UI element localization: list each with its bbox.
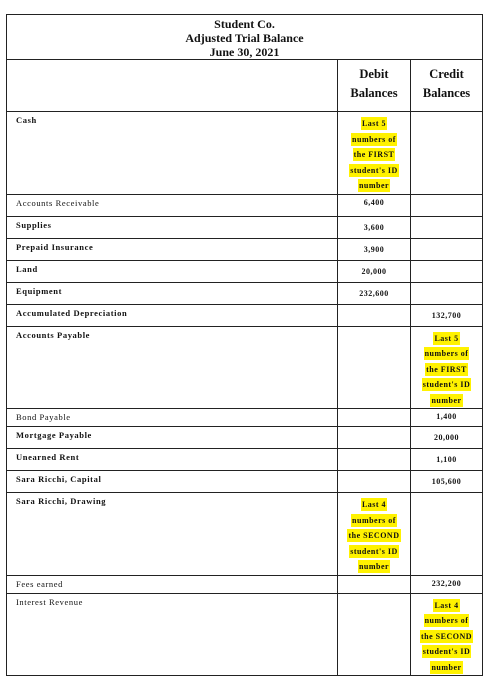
statement-name: Adjusted Trial Balance xyxy=(185,31,304,45)
account-name: Accounts Payable xyxy=(7,326,338,409)
debit-cell: 232,600 xyxy=(338,282,411,304)
table-row xyxy=(7,449,483,471)
debit-cell xyxy=(338,449,411,471)
account-name: Sara Ricchi, Capital xyxy=(7,471,338,493)
credit-cell xyxy=(411,216,483,238)
account-name: Bond Payable xyxy=(7,409,338,427)
account-name: Accounts Receivable xyxy=(7,194,338,216)
table-row xyxy=(7,493,483,576)
debit-cell xyxy=(338,326,411,409)
credit-placeholder: Last 5 numbers of the FIRST student's ID number xyxy=(411,326,483,409)
debit-cell xyxy=(338,427,411,449)
table-row xyxy=(7,326,483,409)
table-row xyxy=(7,304,483,326)
credit-cell: 1,100 xyxy=(411,449,483,471)
credit-placeholder: Last 4 numbers of the SECOND student's ID number xyxy=(411,593,483,676)
debit-cell: 3,900 xyxy=(338,238,411,260)
debit-cell xyxy=(338,575,411,593)
table-row xyxy=(7,238,483,260)
table-row xyxy=(7,282,483,304)
debit-cell: 6,400 xyxy=(338,194,411,216)
account-name: Prepaid Insurance xyxy=(7,238,338,260)
table-row xyxy=(7,471,483,493)
table-row xyxy=(7,112,483,195)
debit-placeholder: Last 4 numbers of the SECOND student's ID number xyxy=(338,493,411,576)
table-row xyxy=(7,427,483,449)
account-name: Equipment xyxy=(7,282,338,304)
table-row xyxy=(7,260,483,282)
debit-placeholder: Last 5 numbers of the FIRST student's ID number xyxy=(338,112,411,195)
account-name: Cash xyxy=(7,112,338,195)
statement-date: June 30, 2021 xyxy=(209,45,280,59)
debit-cell xyxy=(338,471,411,493)
debit-header: Debit Balances xyxy=(338,60,411,112)
table-row xyxy=(7,409,483,427)
account-name: Unearned Rent xyxy=(7,449,338,471)
credit-cell xyxy=(411,112,483,195)
table-row xyxy=(7,593,483,676)
account-name: Mortgage Payable xyxy=(7,427,338,449)
table-title xyxy=(7,15,483,60)
debit-cell xyxy=(338,593,411,676)
debit-cell: 20,000 xyxy=(338,260,411,282)
table-row xyxy=(7,575,483,593)
credit-cell xyxy=(411,282,483,304)
company-name: Student Co. xyxy=(214,17,275,31)
account-name: Land xyxy=(7,260,338,282)
account-name: Fees earned xyxy=(7,575,338,593)
credit-cell xyxy=(411,194,483,216)
credit-cell: 20,000 xyxy=(411,427,483,449)
credit-cell: 132,700 xyxy=(411,304,483,326)
credit-cell: 232,200 xyxy=(411,575,483,593)
account-name: Interest Revenue xyxy=(7,593,338,676)
account-name: Supplies xyxy=(7,216,338,238)
trial-balance-table xyxy=(6,14,483,676)
credit-cell: 105,600 xyxy=(411,471,483,493)
table-row xyxy=(7,194,483,216)
credit-header: Credit Balances xyxy=(411,60,483,112)
account-name: Sara Ricchi, Drawing xyxy=(7,493,338,576)
credit-cell: 1,400 xyxy=(411,409,483,427)
debit-cell: 3,600 xyxy=(338,216,411,238)
debit-cell xyxy=(338,304,411,326)
credit-cell xyxy=(411,260,483,282)
credit-cell xyxy=(411,493,483,576)
account-header-cell xyxy=(7,60,338,112)
debit-cell xyxy=(338,409,411,427)
account-name: Accumulated Depreciation xyxy=(7,304,338,326)
credit-cell xyxy=(411,238,483,260)
table-row xyxy=(7,216,483,238)
